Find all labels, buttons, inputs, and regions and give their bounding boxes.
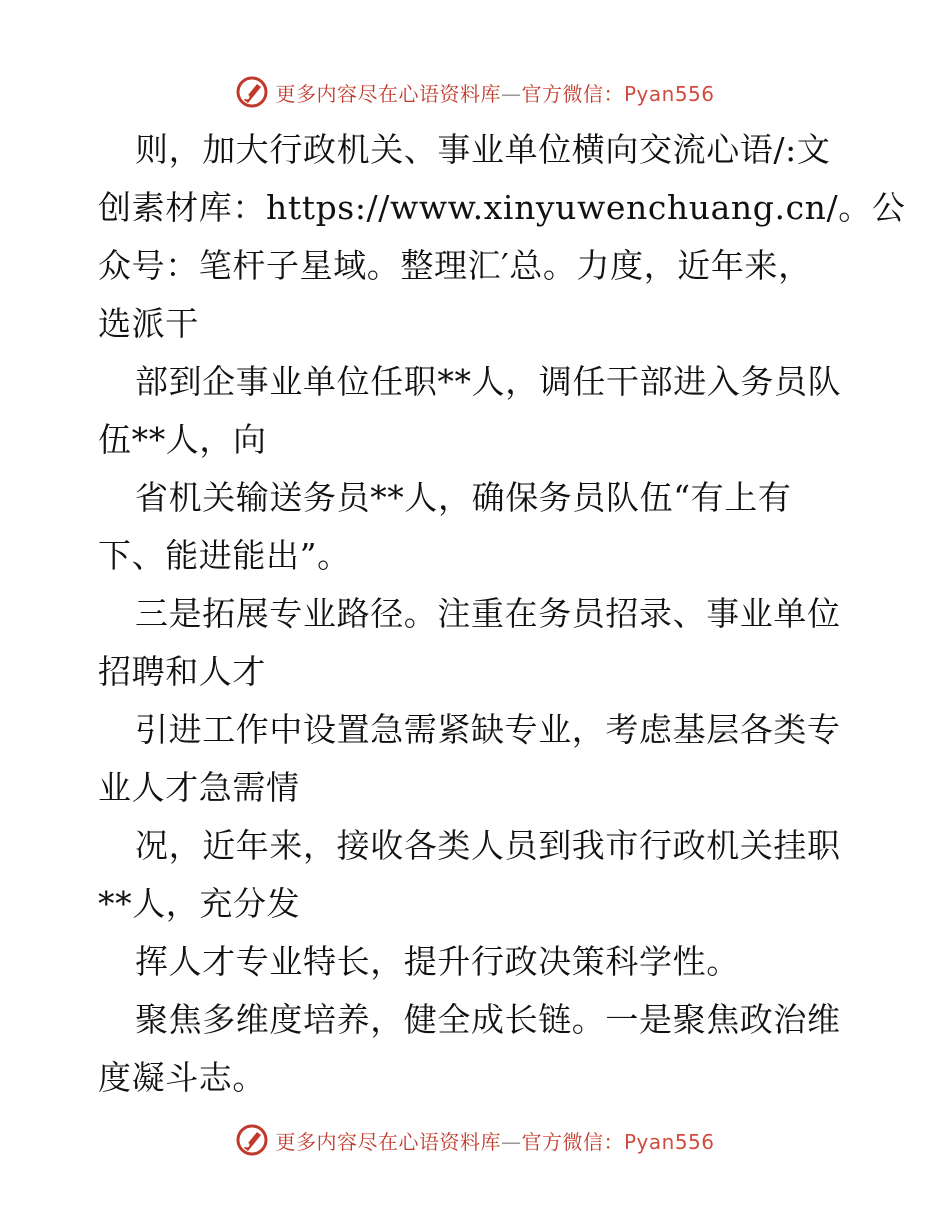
header-banner bbox=[0, 70, 950, 114]
pen-logo-icon bbox=[235, 1123, 269, 1157]
header-banner-wechat-id: Pyan556 bbox=[623, 81, 715, 106]
body-line: 度凝斗志。 bbox=[98, 1058, 266, 1097]
body-line: 部到企事业单位任职**人，调任干部进入务员队 bbox=[135, 362, 842, 401]
body-line: 选派干 bbox=[98, 304, 199, 343]
header-banner-text bbox=[275, 78, 714, 107]
body-line: 创素材库：https://www.xinyuwenchuang.cn/。公 bbox=[98, 188, 906, 227]
body-line: 众号：笔杆子星域。整理汇′总。力度，近年来， bbox=[98, 246, 812, 285]
footer-banner-text bbox=[275, 1126, 714, 1155]
document-body bbox=[98, 121, 906, 1107]
header-banner-content bbox=[235, 75, 714, 109]
header-banner-title: 更多内容尽在心语资料库 bbox=[275, 81, 501, 106]
body-line: 况，近年来，接收各类人员到我市行政机关挂职 bbox=[135, 826, 841, 865]
footer-banner-separator: — bbox=[500, 1129, 522, 1154]
body-line: 则，加大行政机关、事业单位横向交流心语/:文 bbox=[135, 130, 831, 169]
body-line: 业人才急需情 bbox=[98, 768, 300, 807]
pen-logo-icon bbox=[235, 75, 269, 109]
body-line: 挥人才专业特长，提升行政决策科学性。 bbox=[135, 942, 740, 981]
body-line: **人，充分发 bbox=[98, 884, 301, 923]
body-line: 伍**人，向 bbox=[98, 420, 267, 459]
body-line: 招聘和人才 bbox=[98, 652, 266, 691]
body-line: 三是拓展专业路径。注重在务员招录、事业单位 bbox=[135, 594, 841, 633]
header-banner-separator: — bbox=[500, 81, 522, 106]
body-line: 引进工作中设置急需紧缺专业，考虑基层各类专 bbox=[135, 710, 841, 749]
footer-banner-wechat-label: 官方微信： bbox=[521, 1129, 624, 1154]
footer-banner-title: 更多内容尽在心语资料库 bbox=[275, 1129, 501, 1154]
footer-banner bbox=[0, 1118, 950, 1162]
body-line: 下、能进能出”。 bbox=[98, 536, 351, 575]
footer-banner-wechat-id: Pyan556 bbox=[623, 1129, 715, 1154]
body-line: 聚焦多维度培养，健全成长链。一是聚焦政治维 bbox=[135, 1000, 841, 1039]
header-banner-wechat-label: 官方微信： bbox=[521, 81, 624, 106]
body-line: 省机关输送务员**人，确保务员队伍“有上有 bbox=[135, 478, 792, 517]
footer-banner-content bbox=[235, 1123, 714, 1157]
